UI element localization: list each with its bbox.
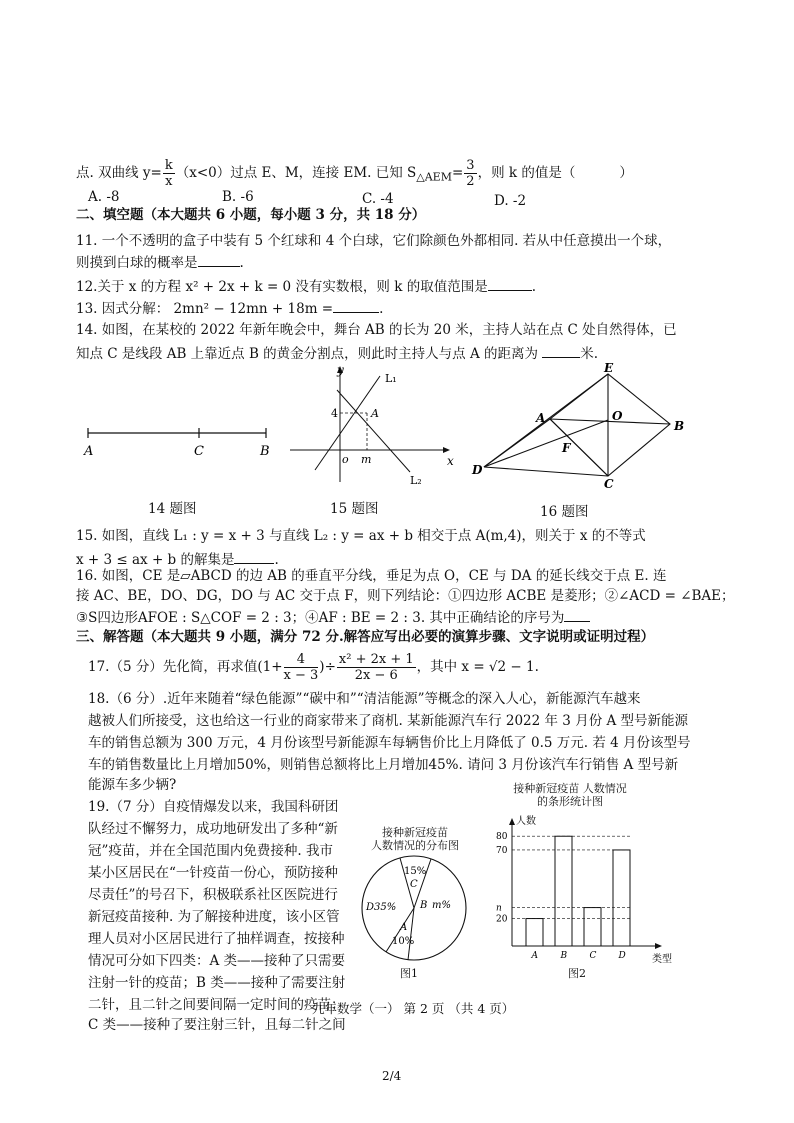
line-ac [550, 419, 608, 476]
bar-category-label: B [560, 951, 568, 961]
q16-line3 [76, 607, 590, 627]
pie-title-line2: 人数情况的分布图 [371, 839, 459, 852]
label-e: E [604, 362, 614, 375]
page-number: 2/4 [382, 1069, 402, 1083]
q19-line11: C 类——接种了要注射三针，且每二针之间 [88, 1017, 346, 1033]
bar-a [526, 919, 543, 946]
bar-y-tick-label: 70 [496, 845, 508, 856]
q19-line6: 新冠疫苗接种. 为了解接种进度，该小区管 [88, 909, 340, 925]
q17-divide: )÷ [319, 659, 336, 675]
option-b[interactable]: B. -6 [222, 189, 254, 205]
fig16-caption: 16 题图 [540, 504, 589, 520]
q16-line2: 接 AC、BE，DO、DG，DO 与 AC 交于点 F，则下列结论：①四边形 ACBE 是菱形；②∠ACD = ∠BAE； [76, 588, 735, 604]
q14-answer-blank[interactable] [542, 343, 580, 358]
label-o: o [342, 453, 349, 466]
q12: 12.关于 x 的方程 x² + 2x + k = 0 没有实数根，则 k 的取值范围是 . [76, 276, 536, 296]
option-d[interactable]: D. -2 [494, 193, 527, 209]
bar-x-arrow-icon [655, 943, 662, 949]
figure-14 [80, 420, 280, 460]
q18-line2: 越被人们所接受，这也给这一行业的商家带来了商机. 某新能源汽车行 2022 年 3 月份 A 型号新能源 [88, 713, 689, 729]
label-a: A [371, 407, 379, 420]
pie-label-d: D35% [366, 902, 397, 913]
q19-line3: 冠”疫苗，并在全国范围内免费接种. 我市 [88, 843, 333, 859]
section2-title: 二、填空题（本大题共 6 小题，每小题 3 分，共 18 分） [76, 207, 426, 223]
hyperbola-fraction [163, 158, 175, 189]
label-f: F [562, 441, 571, 455]
equals-sign: = [451, 165, 464, 181]
option-c[interactable]: C. -4 [362, 191, 394, 207]
pie-caption: 图1 [400, 967, 418, 980]
q11-answer-blank[interactable] [198, 252, 240, 267]
q17-fraction-1 [284, 652, 319, 683]
q15-line1: 15. 如图，直线 L₁ : y = x + 3 与直线 L₂ : y = ax + b 相交于点 A(m,4)，则关于 x 的不等式 [76, 528, 646, 544]
q16-line3-text: ③S四边形AFOE : S△COF = 2 : 3；④AF : BE = 2 : 3. 其中正确结论的序号为 [76, 610, 565, 626]
bar-y-tick-label: n [496, 903, 502, 914]
q17-lead: 17.（5 分）先化简，再求值(1+ [88, 659, 283, 675]
rhombus-acbe [550, 374, 670, 476]
q19-line7: 理人员对小区居民进行了抽样调查，按接种 [88, 931, 345, 947]
bar-marks [496, 832, 630, 961]
section3-title: 三、解答题（本大题共 9 小题，满分 72 分.解答应写出必要的演算步骤、文字说明或证明过程） [76, 629, 655, 645]
q11-line2-text: 则摸到白球的概率是 [76, 255, 198, 271]
q17-fraction-2 [337, 652, 416, 683]
fraction-denominator: 2 [466, 174, 475, 189]
label-4: 4 [331, 407, 338, 420]
figure-16 [470, 362, 690, 490]
q18-line5: 能源车多少辆? [88, 777, 177, 793]
q15-line2: x + 3 ≤ ax + b 的解集是 . [76, 549, 279, 569]
bar-chart [488, 810, 678, 966]
q17-tail: ，其中 x = √2 − 1. [416, 659, 539, 675]
label-a: A [84, 444, 94, 459]
q19-line2: 队经过不懈努力，成功地研发出了多种“新 [88, 821, 338, 837]
q18-line4: 车的销售数量比上月增加50%，则销售总额将比上月增加45%. 请问 3 月份该汽车行销售 A 型号新 [88, 757, 679, 773]
q11-line2: 则摸到白球的概率是 . [76, 252, 244, 272]
q18-line1: 18.（6 分）.近年来随着“绿色能源”“碳中和”“清洁能源”等概念的深入人心，新能源汽车越来 [88, 691, 641, 707]
q19-line1: 19.（7 分）自疫情爆发以来，我国科研团 [88, 799, 339, 815]
bar-y-arrow-icon [509, 818, 515, 825]
pie-label-c: C [410, 879, 418, 890]
area-subscript: △AEM [416, 170, 452, 184]
pie-chart [358, 852, 470, 964]
prev-question-tail: ，则 k 的值是（ [477, 165, 576, 181]
q18-line3: 车的销售总额为 300 万元，4 月份该型号新能源车每辆售价比上月降低了 0.5 万元. 若 4 月份该型号 [88, 735, 691, 751]
label-l1: L₁ [385, 372, 397, 385]
q14-line1: 14. 如图，在某校的 2022 年新年晚会中，舞台 AB 的长为 20 米，主持人站在点 C 处自然得体，已 [76, 322, 677, 338]
label-a: A [536, 411, 546, 425]
q16-line1: 16. 如图，CE 是▱ABCD 的边 AB 的垂直平分线，垂足为点 O，CE 与 DA 的延长线交于点 E. 连 [76, 568, 667, 584]
bar-title: 接种新冠疫苗 人数情况的条形统计图 [513, 782, 627, 808]
pie-label-b-pct: m% [432, 900, 451, 911]
fraction-denominator: 2x − 6 [354, 668, 398, 683]
prev-question-line [76, 158, 633, 189]
label-o: O [612, 409, 623, 423]
fraction-numerator: 3 [466, 158, 475, 173]
label-b: B [674, 419, 685, 433]
label-m: m [361, 453, 372, 466]
fraction-numerator: 4 [284, 652, 319, 668]
bar-category-label: C [589, 951, 597, 961]
bar-caption: 图2 [568, 967, 586, 980]
fraction-denominator: x − 3 [283, 668, 319, 683]
bar-y-tick-label: 20 [496, 914, 508, 925]
line-ab [550, 419, 670, 424]
fig14-caption: 14 题图 [148, 501, 197, 517]
q19-line9: 注射一针的疫苗；B 类——接种了需要注射 [88, 975, 346, 991]
label-x: x [447, 454, 454, 468]
fig15-caption: 15 题图 [330, 501, 379, 517]
pie-label-a-pct: 10% [392, 936, 415, 947]
q14-line2 [76, 343, 598, 363]
bar-category-label: D [618, 951, 626, 961]
q13-answer-blank[interactable] [333, 298, 379, 313]
q11-line1: 11. 一个不透明的盒子中装有 5 个红球和 4 个白球，它们除颜色外都相同. 若从中任意摸出一个球， [76, 233, 672, 249]
prev-question-condition: （x<0）过点 E、M，连接 EM. 已知 S [175, 165, 417, 181]
bar-x-label: 类型 [652, 954, 672, 965]
q19-line8: 情况可分如下四类：A 类——接种了只需要 [88, 953, 346, 969]
q15-line2-text: x + 3 ≤ ax + b 的解集是 [76, 552, 235, 568]
q19-line10: 二针，且二针之间要间隔一定时间的疫苗； [88, 997, 345, 1013]
bar-y-label: 人数 [516, 816, 536, 827]
bar-category-label: A [531, 951, 538, 961]
option-a[interactable]: A. -8 [88, 189, 120, 205]
q16-answer-blank[interactable] [564, 607, 590, 622]
bar-y-tick-label: 80 [496, 832, 508, 843]
pie-label-c-pct: 15% [404, 866, 427, 877]
pie-label-b: B [420, 900, 428, 911]
q15-answer-blank[interactable] [234, 549, 274, 564]
prev-question-lead: 点. 双曲线 y= [76, 165, 162, 181]
bar-d [613, 850, 630, 946]
line-do [484, 420, 608, 467]
q17 [88, 650, 539, 684]
pie-title-line1: 接种新冠疫苗 [382, 826, 448, 839]
label-y: y [337, 363, 344, 377]
q12-answer-blank[interactable] [488, 276, 532, 291]
fraction-denominator: x [165, 174, 173, 189]
area-fraction [464, 158, 476, 189]
x-axis-arrow-icon [443, 447, 450, 453]
q13-text: 13. 因式分解： 2mn² − 12mn + 18m = [76, 301, 334, 317]
pie-title [370, 826, 460, 852]
fraction-numerator: x² + 2x + 1 [338, 652, 414, 667]
q14-line2-text: 知点 C 是线段 AB 上靠近点 B 的黄金分割点，则此时主持人与点 A 的距离为 [76, 346, 538, 362]
q12-text: 12.关于 x 的方程 x² + 2x + k = 0 没有实数根，则 k 的取值范围是 [76, 279, 488, 295]
pie-label-a: A [400, 922, 408, 933]
figure-15 [285, 362, 460, 492]
q14-unit: 米. [580, 346, 599, 362]
label-c: C [194, 444, 204, 459]
q19-line5: 尽责任”的号召下，积极联系社区医院进行 [88, 887, 338, 903]
label-b: B [260, 444, 270, 459]
bar-b [555, 836, 572, 946]
side-dc [484, 467, 608, 476]
label-c: C [604, 477, 614, 490]
q19-line4: 某小区居民在“一针疫苗一份心，预防接种 [88, 865, 338, 881]
answer-paren-close: ） [619, 165, 633, 181]
fraction-numerator: k [164, 158, 173, 173]
label-l2: L₂ [410, 474, 422, 487]
bar-c [584, 908, 601, 946]
q13: 13. 因式分解： 2mn² − 12mn + 18m = . [76, 298, 383, 318]
page-footer: 九年数学（一） 第 2 页 （共 4 页） [312, 1001, 515, 1016]
label-d: D [472, 463, 483, 477]
